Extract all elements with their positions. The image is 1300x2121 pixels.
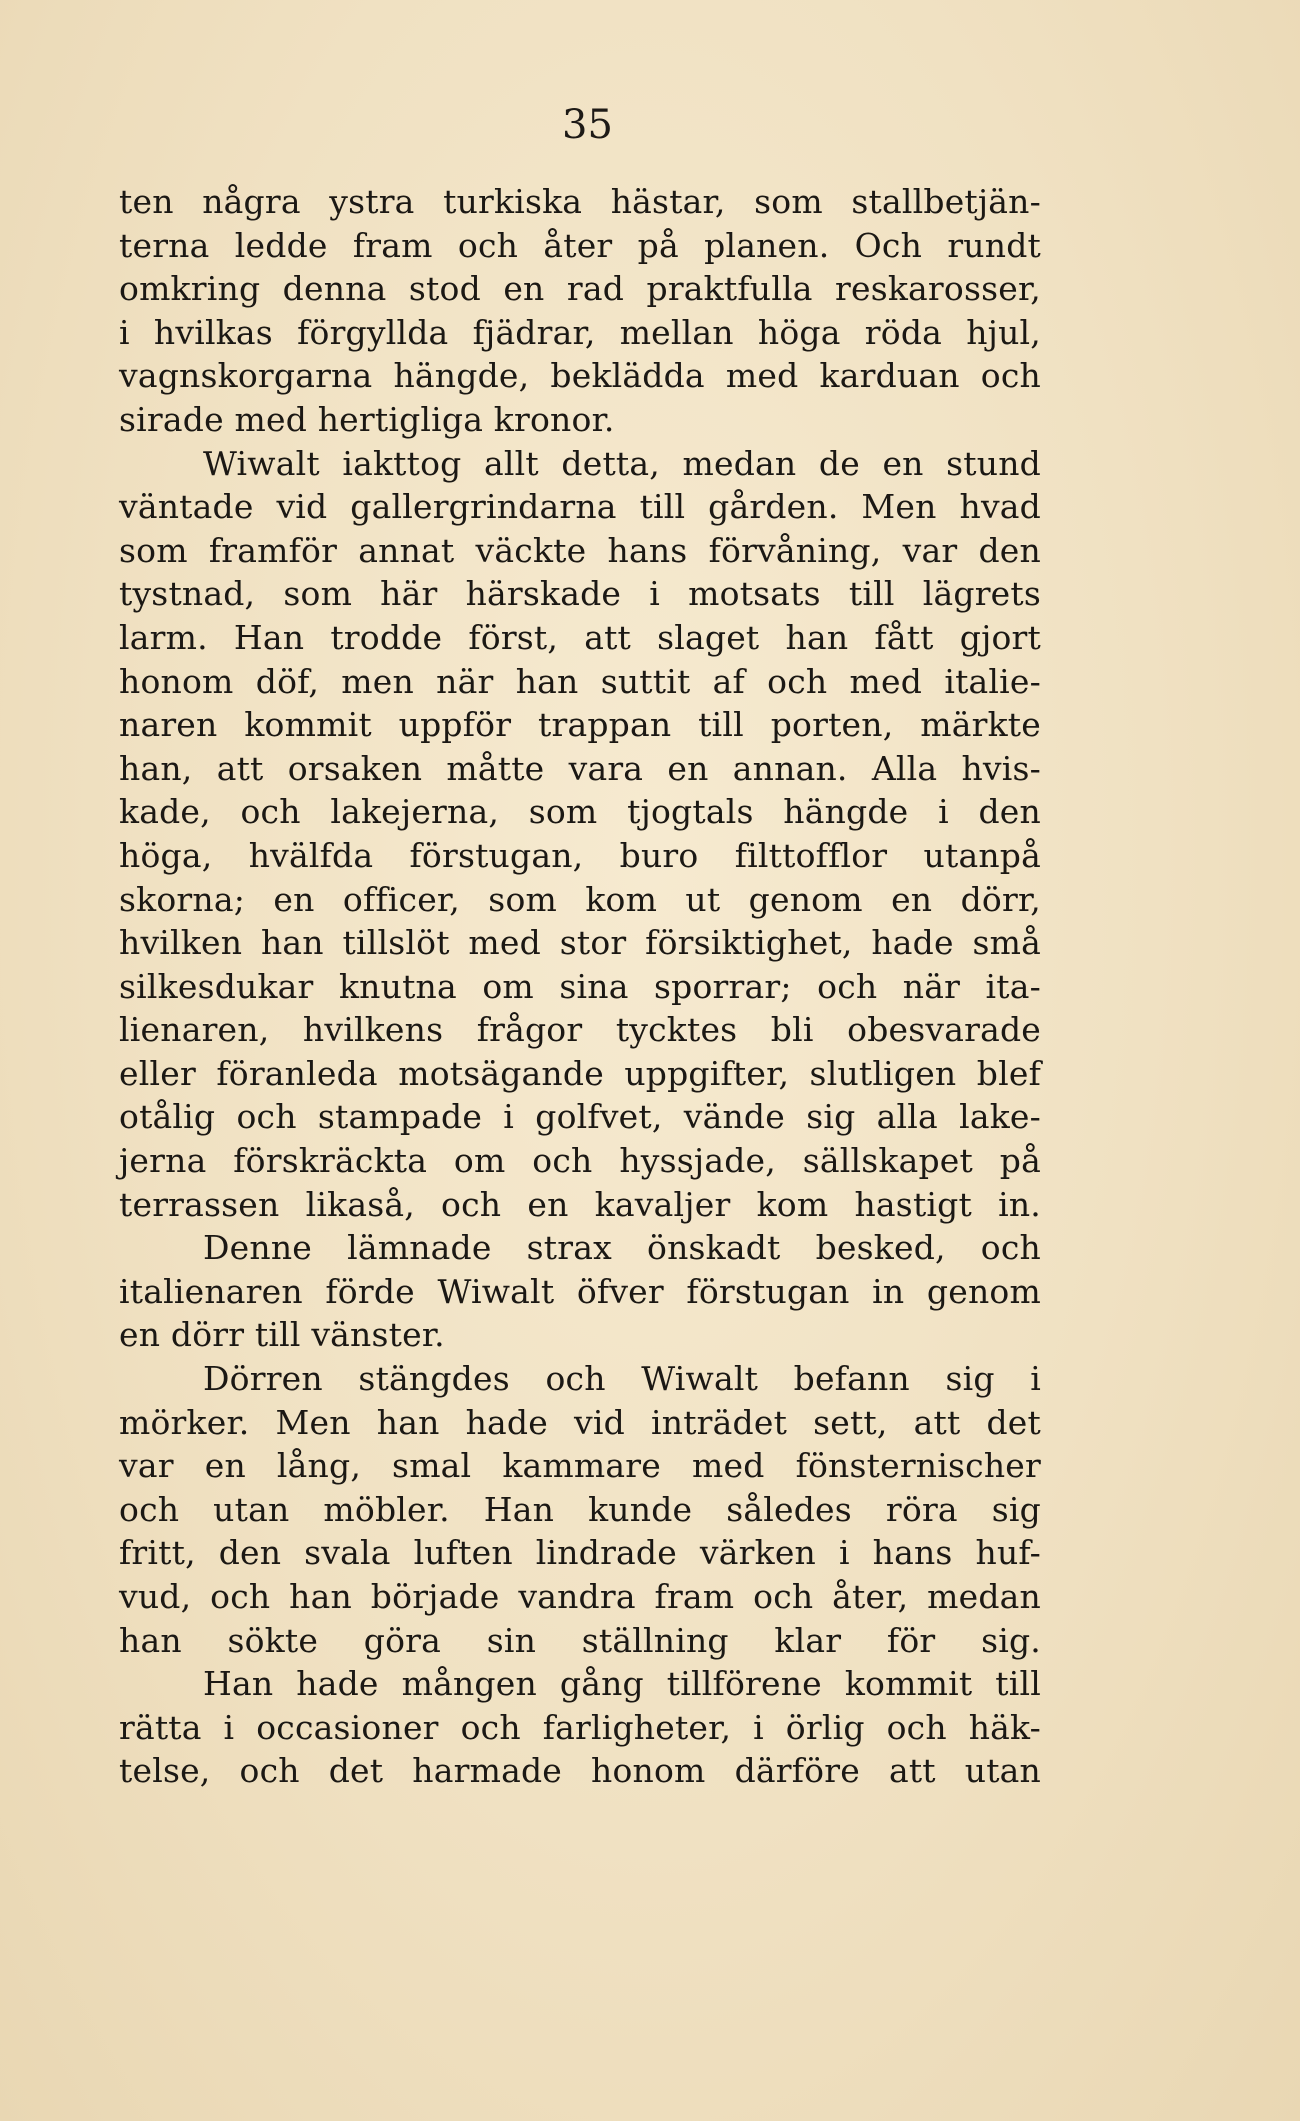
text-line: rätta i occasioner och farligheter, i örlig och häk- (119, 1707, 1041, 1747)
text-line: han, att orsaken måtte vara en annan. Alla hvis- (119, 748, 1041, 788)
text-line: tystnad, som här härskade i motsats till lägrets (119, 574, 1041, 614)
text-line: jerna förskräckta om och hyssjade, sällskapet på (119, 1141, 1041, 1181)
text-line: en dörr till vänster. (119, 1315, 445, 1355)
text-line: terrassen likaså, och en kavaljer kom hastigt in. (119, 1184, 1041, 1224)
text-line: var en lång, smal kammare med fönsternischer (119, 1446, 1041, 1486)
text-line: höga, hvälfda förstugan, buro filttofflor utanpå (119, 835, 1041, 875)
text-line: vagnskorgarna hängde, beklädda med karduan och (119, 356, 1041, 396)
text-line: i hvilkas förgyllda fjädrar, mellan höga röda hjul, (119, 312, 1041, 352)
page-number: 35 (562, 102, 613, 148)
text-line: väntade vid gallergrindarna till gården. Men hvad (119, 487, 1041, 527)
text-line: naren kommit uppför trappan till porten, märkte (119, 705, 1041, 745)
text-line: lienaren, hvilkens frågor tycktes bli obesvarade (119, 1010, 1041, 1050)
text-line: telse, och det harmade honom därföre att utan (119, 1751, 1041, 1791)
text-line: eller föranleda motsägande uppgifter, slutligen blef (119, 1053, 1041, 1093)
text-line: skorna; en officer, som kom ut genom en dörr, (119, 879, 1041, 919)
text-line: omkring denna stod en rad praktfulla reskarosser, (119, 269, 1041, 309)
text-line: Dörren stängdes och Wiwalt befann sig i (203, 1359, 1041, 1399)
text-line: Denne lämnade strax önskadt besked, och (203, 1228, 1041, 1268)
text-line: fritt, den svala luften lindrade värken i hans huf- (119, 1533, 1041, 1573)
text-line: Han hade mången gång tillförene kommit till (203, 1664, 1041, 1704)
body-text (119, 180, 1041, 1793)
text-line: otålig och stampade i golfvet, vände sig alla lake- (119, 1097, 1041, 1137)
text-line: hvilken han tillslöt med stor försiktighet, hade små (119, 923, 1041, 963)
text-line: han sökte göra sin ställning klar för sig. (119, 1620, 1041, 1660)
text-line: och utan möbler. Han kunde således röra sig (119, 1489, 1041, 1529)
text-line: silkesdukar knutna om sina sporrar; och när ita- (119, 966, 1041, 1006)
text-line: ten några ystra turkiska hästar, som stallbetjän- (119, 182, 1041, 221)
text-line: larm. Han trodde först, att slaget han fått gjort (119, 617, 1041, 657)
text-line: italienaren förde Wiwalt öfver förstugan in genom (119, 1271, 1041, 1311)
text-line: kade, och lakejerna, som tjogtals hängde i den (119, 792, 1041, 832)
text-line: sirade med hertigliga kronor. (119, 399, 615, 439)
text-line: Wiwalt iakttog allt detta, medan de en stund (203, 443, 1041, 483)
text-line: vud, och han började vandra fram och åter, medan (119, 1577, 1041, 1616)
text-line: terna ledde fram och åter på planen. Och rundt (119, 225, 1041, 265)
text-line: som framför annat väckte hans förvåning, var den (119, 530, 1041, 570)
text-line: honom döf, men när han suttit af och med italie- (119, 661, 1041, 701)
text-line: mörker. Men han hade vid inträdet sett, att det (119, 1402, 1041, 1442)
